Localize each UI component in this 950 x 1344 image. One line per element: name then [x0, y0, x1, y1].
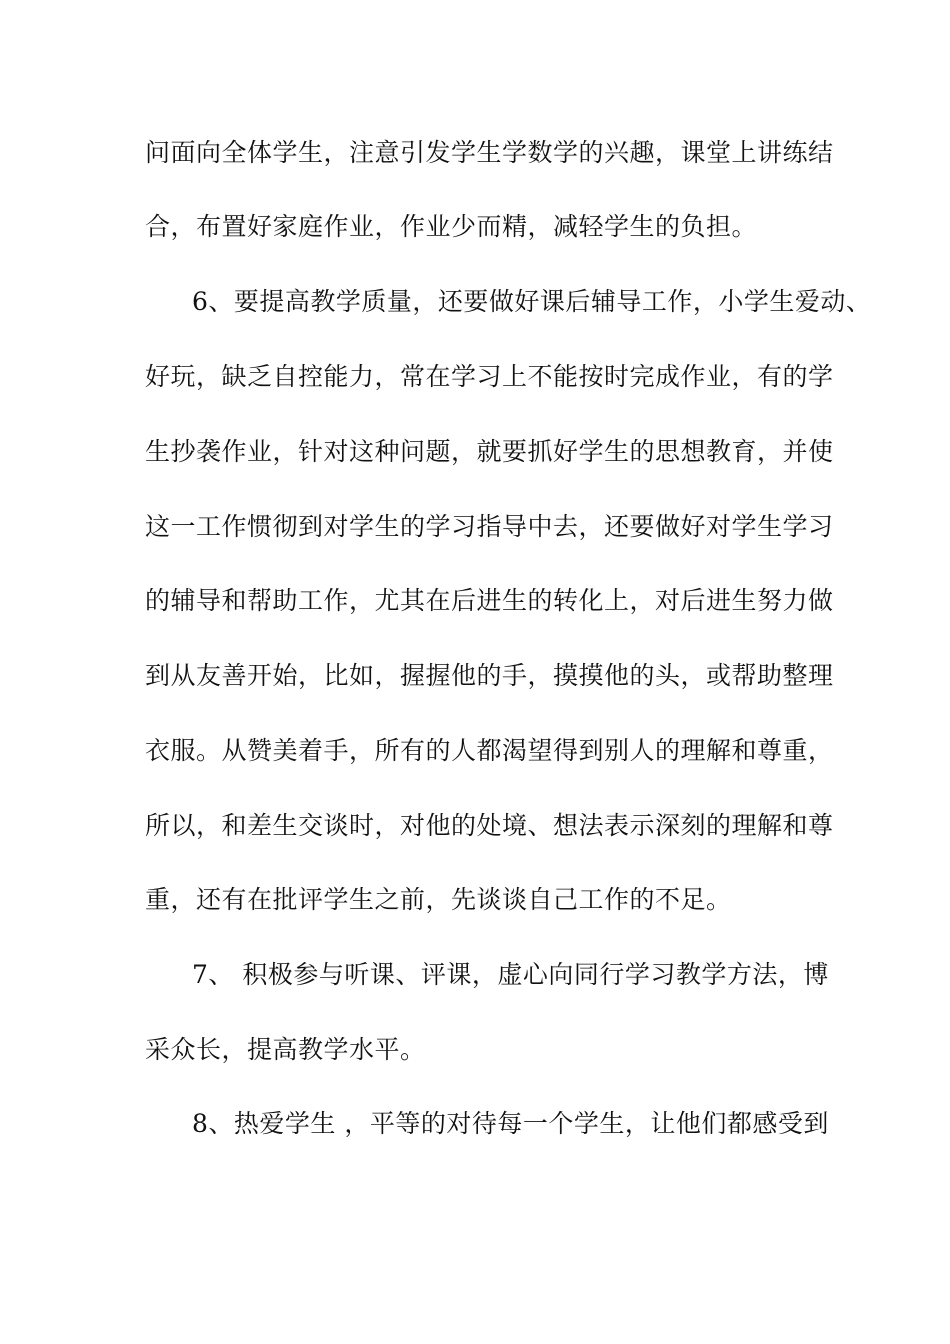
paragraph-6-line-1: 6、要提高教学质量，还要做好课后辅导工作，小学生爱动、 [192, 287, 872, 316]
paragraph-6-line-4: 这一工作惯彻到对学生的学习指导中去，还要做好对学生学习 [145, 512, 834, 541]
paragraph-8-line-1: 8、热爱学生 ，平等的对待每一个学生，让他们都感受到 [192, 1109, 829, 1138]
paragraph-6-line-8: 所以，和差生交谈时，对他的处境、想法表示深刻的理解和尊 [145, 811, 834, 840]
paragraph-6-line-2: 好玩，缺乏自控能力，常在学习上不能按时完成作业，有的学 [145, 362, 834, 391]
paragraph-7-line-1: 7、 积极参与听课、评课，虚心向同行学习教学方法，博 [192, 960, 829, 989]
paragraph-6-line-5: 的辅导和帮助工作，尤其在后进生的转化上，对后进生努力做 [145, 586, 834, 615]
paragraph-6-line-7: 衣服。从赞美着手，所有的人都渴望得到别人的理解和尊重， [145, 736, 834, 765]
paragraph-6-line-3: 生抄袭作业，针对这种问题，就要抓好学生的思想教育，并使 [145, 437, 834, 466]
text-line-1: 问面向全体学生，注意引发学生学数学的兴趣，课堂上讲练结 [145, 138, 834, 167]
text-line-2: 合，布置好家庭作业，作业少而精，减轻学生的负担。 [145, 212, 758, 241]
paragraph-6-line-6: 到从友善开始，比如，握握他的手，摸摸他的头，或帮助整理 [145, 661, 834, 690]
paragraph-6-line-9: 重，还有在批评学生之前，先谈谈自己工作的不足。 [145, 885, 732, 914]
paragraph-7-line-2: 采众长，提高教学水平。 [145, 1035, 426, 1064]
